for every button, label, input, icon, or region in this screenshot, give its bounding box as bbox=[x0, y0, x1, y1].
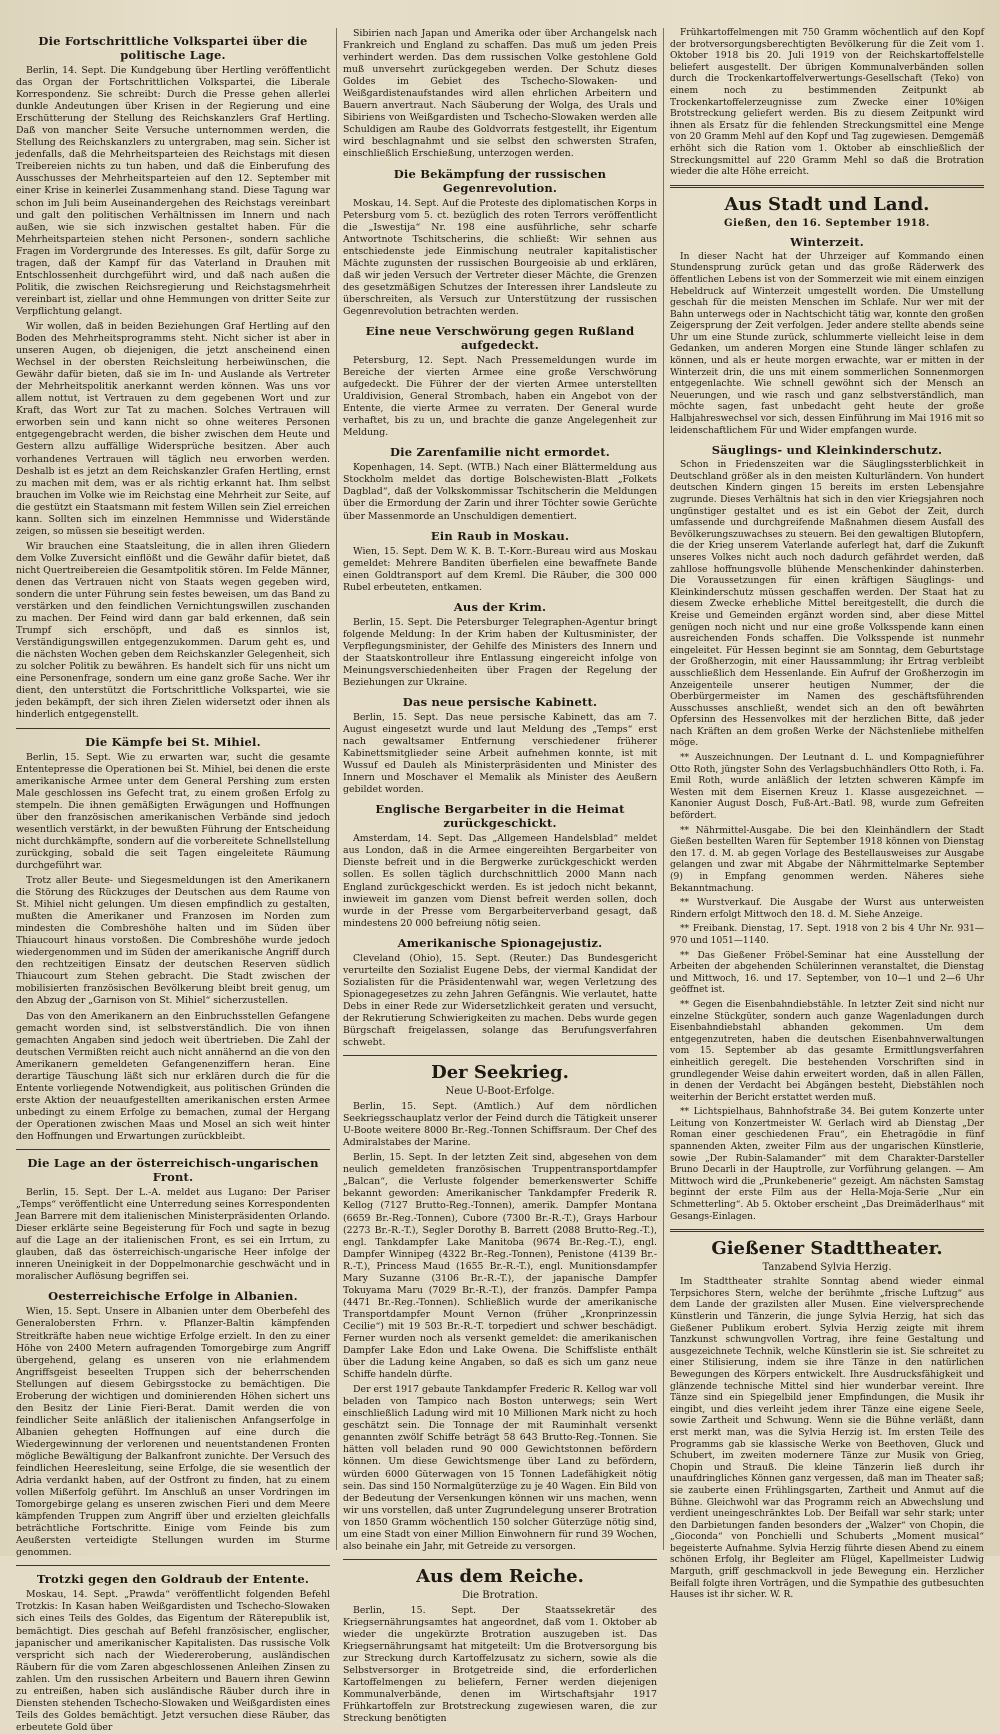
subheadline-seekrieg: Neue U-Boot-Erfolge. bbox=[445, 1086, 555, 1098]
column-middle bbox=[336, 28, 663, 1725]
subheadline-theater: Tanzabend Sylvia Herzig. bbox=[762, 1262, 892, 1274]
local-news-item: ** Freibank. Dienstag, 17. Sept. 1918 von 2 bis 4 Uhr Nr. 931—970 und 1051—1140. bbox=[670, 924, 984, 946]
article-paragraph: Trotz aller Beute- und Siegesmeldungen ist den Amerikanern die Störung des Rückzuges der Deutschen aus dem Raume von St. Mihiel nicht gelungen. Um diesen empfindlich zu gestalten, mußten die Amerikaner und Franzosen im Norden zum mindesten die Combreshöhe halten und im Süden über Thiaucourt hinaus vorstoßen. Die Combreshöhe wurde jedoch wiedergenommen und im Süden der amerikanische Angriff durch den rechtzeitigen Einsatz der deutschen Reserven südlich Thiaucourt zum Stehen gebracht. Die Stadt zwischen der mobilisierten französischen Bevölkerung bleibt breit genug, um den Abzug der „Garnison von St. Mihiel“ sicherzustellen. bbox=[16, 875, 330, 1007]
article-paragraph: Wien, 15. Sept. Unsere in Albanien unter dem Oberbefehl des Generalobersten Frhrn. v. Pflanzer-Baltin kämpfenden Streitkräfte haben neue wichtige Erfolge erzielt. In den zu einer Höhe von 2400 Metern aufragenden Tomorgebirge zum Angriff übergehend, gelang es unseren von nie erlahmendem Angriffsgeist beseelten Truppen sich der beherrschenden Stellungen auf diesem Gebirgsstocke zu bemächtigen. Die Eroberung der wichtigen und dominierenden Höhen sichert uns den Besitz der Linie Fieri-Berat. Damit werden die von feindlicher Seite anläßlich der italienischen Anfangserfolge in Albanien gehegten Hoffnungen auf eine durch die Wiedergewinnung der verlorenen und neuentstandenen Fronten mögliche Bewältigung der Balkanfront zunichte. Der Versuch des feindlichen Heeresleitung, seine Erfolge, die sie wesentlich der Adria verdankt haben, auf der Ostfront zu finden, hat zu einem vollen Mißerfolg geführt. Im Anschluß an unser Vordringen im Tomorgebirge gelang es unseren zwischen Fieri und dem Meere kämpfenden Truppen zum Angriff über und erzielten gleichfalls beträchtliche Fortschritte. Einige vom Feinde bis zum Aeußersten verteidigte Stellungen wurden im Sturme genommen. bbox=[16, 1306, 330, 1559]
article-paragraph: Das von den Amerikanern an den Einbruchsstellen Gefangene gemacht worden sind, ist selbstverständlich. Die von ihnen gemachten Angaben sind jedoch weit übertrieben. Die Zahl der deutschen Vermißten reicht auch nicht annähernd an die von den Amerikanern gemeldeten Gefangenenziffern heran. Eine derartige Täuschung läßt sich nur erklären durch die für die Entente vorliegende Notwendigkeit, aus politischen Gründen die erste Aktion der neuaufgestellten amerikanischen ersten Armee unbedingt zu einem Erfolge zu bemachen, zumal der Hergang der Operationen zwischen Maas und Mosel an sich weit hinter den Hoffnungen und Erwartungen zurückbleibt. bbox=[16, 1010, 330, 1142]
local-news-item: ** Lichtspielhaus, Bahnhofstraße 34. Bei gutem Konzerte unter Leitung von Konzertmeister W. Gerlach wird ab Dienstag „Der Roman einer geschiedenen Frau“, ein Ehetragödie in fünf spannenden Akten, zweiter Film aus der ungarischen Künstlerie, sowie „Der Rubin-Salamander“ mit dem Charakter-Darsteller Bruno Decarli in der Hauptrolle, zur Vorführung gelangen. — Am Mittwoch wird die „Prunkebenerie“ gezeigt. Am nächsten Samstag beginnt der erste Film aus der Hella-Moja-Serie „Nur ein Schmetterling“. Ab 5. Oktober erscheint „Das Dreimäderlhaus“ mit Gesangs-Einlagen. bbox=[670, 1107, 984, 1222]
article-paragraph: Wir brauchen eine Staatsleitung, die in allen ihren Gliedern dem Volke Zuversicht einflößt und die Gewähr dafür bietet, daß nicht Quertreibereien die Gesamtpolitik stören. Im Felde Männer, denen das Vertrauen nicht von Staats wegen gegeben wird, sondern die unter Führung sein festes beweisen, um das Band zu verstärken und den feindlichen Vernichtungswillen zuschanden zu machen. Der Feind wird dann gar bald erkennen, daß sein Trumpf sich erschöpft, und daß es sinnlos ist, Verständigungswillen entgegenzukommen. Darum geht es, und die nächsten Wochen geben dem Reichskanzler Gelegenheit, sich zu solcher Politik zu bewähren. Es handelt sich für uns nicht um eine Personenfrage, sondern um eine ganz große Sache. Wer ihr dient, den unterstützt die Fortschrittliche Volkspartei, wie sie jeden bekämpft, der sich ihren Zielen widersetzt oder ihnen als hinderlich entgegenstellt. bbox=[16, 540, 330, 721]
headline-fortschritt: Die Fortschrittliche Volkspartei über die politische Lage. bbox=[38, 34, 308, 62]
article-paragraph: Berlin, 15. Sept. Wie zu erwarten war, sucht die gesamte Ententepresse die Operationen bei St. Mihiel, bei denen die erste amerikanische Armee unter dem General Pershing zum ersten Male geschlossen ins Gefecht trat, zu einem großen Erfolg zu stempeln. Die ihnen gemäßigten Erwägungen und Hoffnungen über den französischen amerikanischen Verbände sind jedoch wesentlich verstärkt, in der bewußten Führung der Entscheidung nicht durchkämpfte, sondern auf die vorbereitete Schnellstellung zurückging, sobald die seit Tagen eingeleitete Räumung durchgeführt war. bbox=[16, 751, 330, 871]
headline-winterzeit: Winterzeit. bbox=[790, 234, 864, 249]
divider bbox=[670, 185, 984, 188]
headline-albanien: Oesterreichische Erfolge in Albanien. bbox=[48, 1289, 298, 1304]
headline-goldraub: Trotzki gegen den Goldraub der Entente. bbox=[36, 1572, 310, 1587]
headline-stadt: Aus Stadt und Land. bbox=[724, 193, 930, 215]
article-paragraph: Sibirien nach Japan und Amerika oder über Archangelsk nach Frankreich und England zu schaffen. Das muß um jeden Preis verhindert werden. Das dem russischen Volke gestohlene Gold muß unversehrt zurückgegeben werden. Der Schutz dieses Goldes im Gebiet des Tschecho-Slowaken- und Weißgardistenaufstandes wird allen ehrlichen Arbeitern und Bauern anvertraut. Nach Säuberung der Wolga, des Urals und Sibiriens von Weißgardisten und Tschecho-Slowaken werden alle Schuldigen am Raube des Goldvorrats festgestellt, ihr Eigentum wird beschlagnahmt und sie selbst den schwersten Strafen, einschließlich Erschießung, unterzogen werden. bbox=[343, 28, 657, 160]
column-left bbox=[10, 28, 336, 1733]
divider bbox=[670, 1229, 984, 1232]
article-paragraph: Wien, 15. Sept. Dem W. K. B. T.-Korr.-Bureau wird aus Moskau gemeldet: Mehrere Banditen überfielen eine bewaffnete Bande einen Goldtransport auf dem Kreml. Die Räuber, die 300 000 Rubel erbeuteten, entkamen. bbox=[343, 545, 657, 593]
local-news-item: ** Gegen die Eisenbahndiebstähle. In letzter Zeit sind nicht nur einzelne Stückgüter, sondern auch ganze Wagenladungen durch Eisenbahndiebstahl abhanden gekommen. Um dem entgegenzutreten, haben die deutschen Eisenbahnverwaltungen vom 15. September ab das gesamte Ermittlungsverfahren einheitlich geregelt. Die bestehenden Vorschriften sind in grundlegender Weise dahin erweitert worden, daß in allen Fällen, in denen der Verdacht bei Abgängen besteht, Diebstählen noch weiterhin der Bericht erstattet werden muß. bbox=[670, 999, 984, 1103]
local-news-item: ** Nährmittel-Ausgabe. Die bei den Kleinhändlern der Stadt Gießen bestellten Waren für September 1918 können von Dienstag den 17. d. M. ab gegen Vorlage des Bestellausweises zur Ausgabe gelangen und zwar mit Abgabe der Nährmittelmarke September (9) in Empfang genommen werden. Näheres siehe Bekanntmachung. bbox=[670, 825, 984, 894]
divider bbox=[16, 1149, 330, 1150]
divider bbox=[343, 1559, 657, 1560]
headline-theater: Gießener Stadttheater. bbox=[711, 1238, 943, 1260]
article-paragraph: Berlin, 15. Sept. Der L.-A. meldet aus Lugano: Der Pariser „Temps“ veröffentlicht eine Unterredung seines Korrespondenten Jean Barrere mit dem italienischen Ministerpräsidenten Orlando. Dieser erklärte seine Begeisterung für Foch und sagte in bezug auf die Lage an der italienischen Front, es sei ein Irrtum, zu glauben, daß das österreichisch-ungarische Heer infolge der inneren Uneinigkeit in der Doppelmonarchie geschwächt und in moralischer Auflösung begriffen sei. bbox=[16, 1187, 330, 1283]
article-paragraph: Berlin, 14. Sept. Die Kundgebung über Hertling veröffentlicht das Organ der Fortschrittlichen Volkspartei, die Liberale Korrespondenz. Sie schreibt: Durch die Presse gehen allerlei dunkle Andeutungen über Krisen in der Regierung und eine Erschütterung der Stellung des Reichskanzlers Graf Hertling. Daß von mancher Seite Versuche unternommen werden, die Stellung des Reichskanzlers zu untergraben, mag sein. Sicher ist jedenfalls, daß die Mehrheitsparteien des Reichstags mit diesen Treibereien nichts zu tun haben, und daß die Einberufung des Ausschusses der Mehrheitsparteien auf den 12. September mit einer Krise in keinerlei Zusammenhang stand. Diese Tagung war schon im Juli beim Auseinandergehen des Reichstags vereinbart und galt den politischen Verhältnissen im Innern und nach außen, wie sie sich inzwischen gestaltet haben. Für die Mehrheitsparteien stehen nicht Personen-, sondern sachliche Fragen im Vordergrunde des Interesses. Es gilt, dafür Sorge zu tragen, daß der Kampf für das Vaterland in Drauhen mit Entschlossenheit durchgeführt wird, und daß nach außen die Politik, die zwischen Reichsregierung und Reichstagsmehrheit vereinbart ist, ziellar und ohne Hemmungen von dritter Seite zur Verpflichtung gelangt. bbox=[16, 65, 330, 317]
headline-seekrieg: Der Seekrieg. bbox=[431, 1062, 569, 1084]
article-paragraph: Kopenhagen, 14. Sept. (WTB.) Nach einer Blättermeldung aus Stockholm meldet das dortige Bolschewisten-Blatt „Folkets Dagblad“, daß der Volkskommissar Tschitscherin die Meldungen über die Ermordung der Zarin und ihrer Töchter sowie Gerüchte über Massenmorde an Unschuldigen dementiert. bbox=[343, 462, 657, 522]
article-paragraph: Schon in Friedenszeiten war die Säuglingssterblichkeit in Deutschland größer als in den meisten Kulturländern. Von hundert deutschen Kindern gingen 15 bereits im ersten Lebensjahre zugrunde. Dieses Verhältnis hat sich in den vier Kriegsjahren noch ungünstiger gestaltet und es ist ein Gebot der Zeit, durch umfassende und durchgreifende Maßnahmen diesem Ausfall des Bevölkerungszuwachses zu steuern. Bei den gewaltigen Blutopfern, die der Krieg unserem Vaterlande auferlegt hat, darf die Zukunft unseres Volkes nicht auch noch dadurch gefährdet werden, daß zahllose hoffnungsvolle blühende Menschenkinder dahinsterben. Die Voraussetzungen für einen kräftigen Säuglings- und Kleinkinderschutz müssen geschaffen werden. Der Staat hat zu diesem Zwecke erhebliche Mittel bereitgestellt, die durch die Kreise und Gemeinden ergänzt worden sind, aber diese Mittel genügen noch nicht und nur eine große Volksspende kann einen ausreichenden Fonds schaffen. Die Volksspende ist nunmehr eingeleitet. Für Hessen beginnt sie am Sonntag, dem Geburtstage der Großherzogin, mit einer Haussammlung; ihr Ertrag verbleibt ausschließlich dem Hessenlande. Ein Aufruf der Großherzogin im Anzeigenteile unserer heutigen Nummer, der die Oberbürgermeister im Namen des geschäftsführenden Ausschusses anschließt, wendet sich an den oft bewährten Opfersinn des Hessenvolkes mit der herzlichen Bitte, daß jeder nach Kräften an dem großen Werke der Nächstenliebe mithelfen möge. bbox=[670, 460, 984, 749]
local-news-item: ** Auszeichnungen. Der Leutnant d. L. und Kompagnieführer Otto Roth, jüngster Sohn des Verlagsbuchhändlers Otto Roth, i. Fa. Emil Roth, wurde anläßlich der letzten schweren Kämpfe im Westen mit dem Eisernen Kreuz 1. Klasse ausgezeichnet. — Kanonier August Dosch, Fuß-Art.-Batl. 98, wurde zum Gefreiten befördert. bbox=[670, 753, 984, 822]
headline-persisch: Das neue persische Kabinett. bbox=[402, 695, 598, 710]
column-right bbox=[663, 28, 990, 1601]
article-paragraph: Berlin, 15. Sept. In der letzten Zeit sind, abgesehen von dem neulich gemeldeten französischen Truppentransportdampfer „Balcan“, die Verluste folgender bemerkenswerter Schiffe bekannt geworden: Amerikanischer Tankdampfer Frederik R. Kellog (7127 Brutto-Reg.-Tonnen), amerik. Dampfer Montana (6659 Br.-Reg.-Tonnen), Cubore (7300 Br.-R.-T.), Grays Harbour (2273 Br.-R.-T.), Segler Dorothy B. Barrett (2088 Brutto-Reg.-T.), engl. Tankdampfer Lake Manitoba (9674 Br.-Reg.-T.), engl. Dampfer Winnipeg (4322 Br.-Reg.-Tonnen), Penistone (4139 Br.-R.-T.), Princess Maud (1655 Br.-R.-T.), engl. Munitionsdampfer Mary Suzanne (3106 Br.-R.-T.), der japanische Dampfer Tokuyama Maru (7029 Br.-R.-T.), der französ. Dampfer Pampa (4471 Br.-Reg.-Tonnen). Schließlich wurde der amerikanische Transportdampfer Mount Vernon (früher „Kronprinzessin Cecilie“) mit 19 503 Br.-R.-T. torpediert und schwer beschädigt. Ferner wurden noch als versenkt gemeldet: die amerikanischen Dampfer Lake Edon und Lake Owena. Die Schiffsliste enthält über die Ladung keine Angaben, so daß es sich um ganz neue Schiffe handeln dürfte. bbox=[343, 1152, 657, 1381]
local-news-item: ** Wurstverkauf. Die Ausgabe der Wurst aus unterweisten Rindern erfolgt Mittwoch den 18. d. M. Siehe Anzeige. bbox=[670, 898, 984, 920]
headline-mihiel: Die Kämpfe bei St. Mihiel. bbox=[85, 734, 261, 749]
article-paragraph: Moskau, 14. Sept. „Prawda“ veröffentlicht folgenden Befehl Trotzkis: In Kasan haben Weißgardisten und Tschecho-Slowaken sich eines Teils des Goldes, das Eigentum der Räterepublik ist, bemächtigt. Dies geschah auf Befehl französischer, englischer, japanischer und amerikanischer Kapitalisten. Das russische Volk verspricht sich nach der Wiedereroberung, ausländischen Räubern für die vom Zaren abgeschlossenen Anleihen Zinsen zu zahlen. Um den russischen Arbeitern und Bauern ihren Gewinn zu entreißen, haben sich ausländische Räuber durch ihre in Diensten stehenden Tschecho-Slowaken und Weißgardisten eines Teils des Goldes bemächtigt. Jetzt versuchen diese Räuber, das erbeutete Gold über bbox=[16, 1589, 330, 1733]
local-news-item: ** Das Gießener Fröbel-Seminar hat eine Ausstellung der Arbeiten der abgehenden Schülerinnen veranstaltet, die Dienstag und Mittwoch, 16. und 17. September, von 10—1 und 2—6 Uhr geöffnet ist. bbox=[670, 950, 984, 996]
article-paragraph: Berlin, 15. Sept. Das neue persische Kabinett, das am 7. August eingesetzt wurde und laut Meldung des „Temps“ erst nach gewaltsamer Entfernung verschiedener früherer Kabinettsmitglieder seine Arbeit aufnehmen konnte, ist mit Wussuf ed Dauleh als Ministerpräsidenten und Minister des Innern und Moschaver el Memalik als Minister des Aeußern gebildet worden. bbox=[343, 712, 657, 796]
headline-gegenrevolution: Die Bekämpfung der russischen Gegenrevolution. bbox=[393, 166, 607, 195]
headline-spionage: Amerikanische Spionagejustiz. bbox=[397, 935, 603, 950]
article-paragraph: Der erst 1917 gebaute Tankdampfer Frederic R. Kellog war voll beladen von Tampico nach Boston unterwegs; sein Wert einschließlich Ladung wird mit 10 Millionen Mark nicht zu hoch geschätzt sein. Die Tonnage der mit Rauminhalt versenkt genannten zwölf Schiffe beträgt 58 643 Brutto-Reg.-Tonnen. Sie hätten voll beladen rund 90 000 Gewichtstonnen befördern können. Um diese Gewichtsmenge über Land zu befördern, würden 6000 Güterwagen von 15 Tonnen Ladefähigkeit nötig sein. Das sind 150 Normalgüterzüge zu je 40 Wagen. Ein Bild von der Bedeutung der Versenkungen können wir uns machen, wenn wir uns vorstellen, daß unter Zugrundelegung unserer Brotration von 1850 Gramm wöchentlich 150 solcher Güterzüge nötig sind, um eine Stadt von einer Million Einwohnern für rund 39 Wochen, also beinahe ein Jahr, mit Getreide zu versorgen. bbox=[343, 1384, 657, 1552]
article-paragraph: Berlin, 15. Sept. Die Petersburger Telegraphen-Agentur bringt folgende Meldung: In der Krim haben der Kultusminister, der Verpflegungsminister, der Gehilfe des Ministers des Innern und der Staatskontrolleur ihre Entlassung eingereicht infolge von Meinungsverschiedenheiten über Fragen der Regelung der Beziehungen zur Ukraine. bbox=[343, 616, 657, 688]
article-paragraph: Frühkartoffelmengen mit 750 Gramm wöchentlich auf den Kopf der brotversorgungsberechtigten Bevölkerung für die Zeit vom 1. Oktober 1918 bis 20. Juli 1919 von der Reichskartoffelstelle beliefert ausgestellt. Der übrigen Kommunalverbänden sollen durch die Trockenkartoffelverwertungs-Gesellschaft (Teko) von einem noch zu bestimmenden Zeitpunkt ab Trockenkartoffelerzeugnisse zum Zwecke einer 10%igen Brotstreckung geliefert werden. Bis zu diesem Zeitpunkt wird ihnen als Ersatz für die fehlenden Streckungsmittel eine Menge von 20 Gramm Mehl auf den Kopf und Tag zugewiesen. Demgemäß erhöht sich die Ration vom 1. Oktober ab einschließlich der Streckungsmittel auf 220 Gramm Mehl so daß die Brotration wieder die alte Höhe erreicht. bbox=[670, 28, 984, 178]
article-paragraph: Im Stadttheater strahlte Sonntag abend wieder einmal Terpsichores Stern, welche der berühmte „frische Luftzug“ aus dem Lande der grazilsten aller Musen. Eine vielversprechende Künstlerin und Tänzerin, die junge Sylvia Herzig, hat sich das Gießener Publikum erobert. Sylvia Herzig zeigte mit ihrem Tanzkunst schwungvollen Vortrag, ihre feine Gestaltung und ausgezeichnete Technik, welche Künstlerin sie ist. Sie schreitet zu einer Stilisierung, indem sie ihre Tänze in den natürlichen Bewegungen des Körpers entwickelt. Ihre Ausdrucksfähigkeit und glänzende technische Mittel sind hier wunderbar vereint. Ihre Tänze sind ein Spiegelbild jener Empfindungen, die Musik ihr eingibt, und dies verleiht jedem ihrer Tänze eine eigene Seele, sowie Zartheit und Schwung. Wenn sie die Bühne verläßt, dann erst merkt man, was die Sylvia Herzig ist. Im ersten Teile des Programms gab sie klassische Werke von Beethoven, Gluck und Schubert, im zweiten modernere Tänze zur Musik von Grieg, Chopin und Strauß. Die kleine Tänzerin ließ durch ihr unaufdringliches Können ganz vergessen, daß man im Theater saß; sie zauberte einen Frühlingsgarten, Zartheit und Anmut auf die Bühne. Gleichwohl war das Programm reich an Abwechslung und verdient uneingeschränktes Lob. Der Beifall war sehr stark; unter den Darbietungen fanden besonders der „Walzer“ von Chopin, die „Gioconda“ von Ponchielli und Schuberts „Moment musical“ begeisterte Aufnahme. Sylvia Herzig führte diesen Abend zu einem schönen Erfolg, ihr Begleiter am Flügel, Kapellmeister Ludwig Marguth, griff geschmackvoll in jede Bewegung ein. Herzlicher Beifall folgte ihren Vorträgen, und die Sympathie des gutbesuchten Hauses ist ihr sicher. W. R. bbox=[670, 1277, 984, 1601]
headline-zarenfamilie: Die Zarenfamilie nicht ermordet. bbox=[390, 445, 610, 460]
article-paragraph: Amsterdam, 14. Sept. Das „Allgemeen Handelsblad“ meldet aus London, daß in die Armee eingereihten Bergarbeiter von Dienste befreit und in die Bergwerke zurückgeschickt werden sollen. Es sollen täglich durchschnittlich 2000 Mann nach England zurückgeschickt werden. Es ist jedoch nicht bekannt, inwieweit im ganzen vom Dienst befreit werden sollen, doch wurde in der Presse vom Bergarbeiterverband gesagt, daß mindestens 20 000 befreiung nötig seien. bbox=[343, 833, 657, 929]
headline-krim: Aus der Krim. bbox=[453, 599, 547, 614]
headline-raub: Ein Raub in Moskau. bbox=[430, 528, 570, 543]
article-paragraph: In dieser Nacht hat der Uhrzeiger auf Kommando einen Stundensprung zurück getan und das große Räderwerk des öffentlichen Lebens ist von der Sommerzeit wie mit einem einzigen Hebeldruck auf Winterzeit umgestellt worden. Die Umstellung geschah für die meisten Menschen im Schlafe. Nur wer mit der Bahn unterwegs oder in Nachtschicht tätig war, konnte den großen Zeigersprung der Zeit verfolgen. Jeder andere stellte abends seine Uhr um eine Stunde zurück, schlummerte vielleicht leise in dem Gedanken, um anderen Morgen eine Stunde länger schlafen zu können, und als er heute morgen erwachte, war er mitten in der Winterzeit drin, die uns mit einem sommerlichen Sonnenmorgen entgegenlachte. Wie schnell gewöhnt sich der Mensch an Neuerungen, und wie rasch und ganz selbstverständlich, man möchte sagen, fast unbedacht geht heute der große Halbjahreswechsel vor sich, dessen Einführung im Mai 1916 mit so leidenschaftlichem Für und Wider empfangen wurde. bbox=[670, 251, 984, 436]
article-paragraph: Cleveland (Ohio), 15. Sept. (Reuter.) Das Bundesgericht verurteilte den Sozialist Eugene Debs, der viermal Kandidat der Sozialisten für die Präsidentenwahl war, wegen Verletzung des Spionagegesetzes zu zehn Jahren Gefängnis. Wie verlautet, hatte Debs in einer Rede zur Widersetzlichkeit geraten und versucht, der Rekrutierung Schwierigkeiten zu machen. Debs wurde gegen Bürgschaft freigelassen, solange das Berufungsverfahren schwebt. bbox=[343, 952, 657, 1049]
divider bbox=[343, 1055, 657, 1056]
headline-verschwoerung: Eine neue Verschwörung gegen Rußland aufgedeckt. bbox=[365, 323, 635, 352]
headline-saeugling: Säuglings- und Kleinkinderschutz. bbox=[711, 443, 943, 458]
article-paragraph: Berlin, 15. Sept. Der Staatssekretär des Kriegsernährungsamtes hat angeordnet, daß vom 1. Oktober ab wieder die ungekürzte Brotration auszugeben ist. Das Kriegsernährungsamt hat mitgeteilt: Um die Brotversorgung bis zur Streckung durch Kartoffelzusatz zu sichern, sowie als die Selbstversorger in Brotgetreide sind, die erforderlichen Kartoffelmengen zu beliefern, Ferner werden diejenigen Kommunalverbände, denen im Wirtschaftsjahr 1917 Frühkartoffeln zur Brotstreckung zugewiesen waren, die zur Streckung benötigten bbox=[343, 1604, 657, 1725]
article-paragraph: Moskau, 14. Sept. Auf die Proteste des diplomatischen Korps in Petersburg vom 5. ct. bezüglich des roten Terrors veröffentlicht die „Iswestija“ Nr. 198 eine ausführliche, sehr scharfe Antwortnote Tschitscherins, die schließt: Wir sehnen aus entschiedenste jede Einmischung neutraler kapitalistischer Mächte zugunsten der russischen Bourgeoisie ab und erklären, daß wir jeden Versuch der Vertreter dieser Mächte, die Grenzen des gesetzmäßigen Schutzes der Interessen ihrer Landsleute zu überschreiten, als Versuch zur Unterstützung der russischen Gegenrevolution betrachten werden. bbox=[343, 197, 657, 317]
divider bbox=[16, 728, 330, 729]
article-paragraph: Wir wollen, daß in beiden Beziehungen Graf Hertling auf den Boden des Mehrheitsprogramms steht. Nicht sicher ist aber in unseren Augen, ob diejenigen, die jetzt anscheinend einen Wechsel in der obersten Reichsleitung herbeiwünschen, die Gewähr dafür bieten, daß sie im In- und Auslande als Vertreter der Mehrheitspolitik anerkannt werden können. Was uns vor allem nottut, ist Vertrauen zu dem gegebenen Wort und zur Kraft, das Wort zur Tat zu machen. Solches Vertrauen will erworben sein und kann nicht so ohne weiteres Personen entgegengebracht werden, die bisher zwischen dem Heute und Gestern allzu auffällige Widersprüche besitzen. Aber auch vorhandenes Vertrauen will täglich neu erworben werden. Deshalb ist es jetzt an dem Reichskanzler Grafen Hertling, ernst zu machen mit dem, was er als richtig erkannt hat. Ihm selbst brauchen im Volke wie im Reichstag eine Mehrheit zur Seite, auf die gestützt ein Staatsmann mit festem Willen sein Ziel erreichen kann. Sollten sich im einzelnen Hemmnisse und Widerstände zeigen, so müssen sie beseitigt werden. bbox=[16, 320, 330, 537]
subheadline-reiche: Die Brotration. bbox=[461, 1589, 539, 1601]
article-paragraph: Berlin, 15. Sept. (Amtlich.) Auf dem nördlichen Seekriegsschauplatz verlor der Feind durch die Tätigkeit unserer U-Boote weitere 8000 Br.-Reg.-Tonnen Schiffsraum. Der Chef des Admiralstabes der Marine. bbox=[343, 1101, 657, 1149]
headline-oesterreich: Die Lage an der österreichisch-ungarischen Front. bbox=[27, 1156, 319, 1185]
dateline: Gießen, den 16. September 1918. bbox=[723, 217, 931, 229]
headline-reiche: Aus dem Reiche. bbox=[416, 1565, 584, 1587]
article-paragraph: Petersburg, 12. Sept. Nach Pressemeldungen wurde im Bereiche der vierten Armee eine große Verschwörung aufgedeckt. Die Führer der der vierten Armee unterstellten Uraldivision, General Strombach, haben ein Angebot von der Entente, die vierte Armee zu verraten. Der General wurde verhaftet, bis zu un, und brachte die ganze Angelegenheit zur Meldung. bbox=[343, 354, 657, 439]
headline-bergarbeiter: Englische Bergarbeiter in die Heimat zurückgeschickt. bbox=[375, 802, 625, 831]
divider bbox=[16, 1565, 330, 1566]
